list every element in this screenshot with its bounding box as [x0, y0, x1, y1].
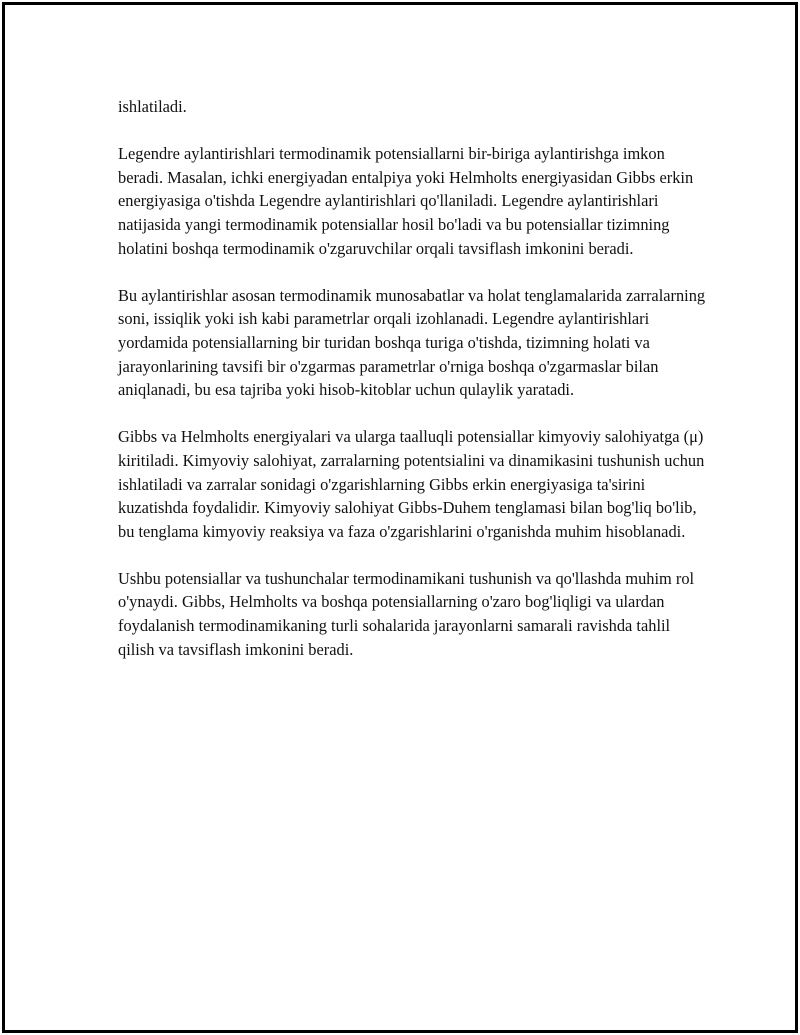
document-page — [2, 2, 798, 1033]
paragraph-3: Bu aylantirishlar asosan termodinamik munosabatlar va holat tenglamalarida zarralarning soni, issiqlik yoki ish kabi parametrlar orqali izohlanadi. Legendre aylantirishlari yordamida potensiallarning bir turidan boshqa turiga o'tishda, tizimning holati va jarayonlarining tavsifi bir o'zgarmas parametrlar o'rniga boshqa o'zgarmaslar bilan aniqlanadi, bu esa tajriba yoki hisob-kitoblar uchun qulaylik yaratadi. — [118, 285, 706, 400]
paragraph-4: Gibbs va Helmholts energiyalari va ularga taalluqli potensiallar kimyoviy salohiyatga (μ) kiritiladi. Kimyoviy salohiyat, zarralarning potentsialini va dinamikasini tushunish uchun ishlatiladi va zarralar sonidagi o'zgarishlarning Gibbs erkin energiyasiga ta'sirini kuzatishda foydalidir. Kimyoviy salohiyat Gibbs-Duhem tenglamasi bilan bog'liq bo'lib, bu tenglama kimyoviy reaksiya va faza o'zgarishlarini o'rganishda muhim hisoblanadi. — [118, 427, 705, 541]
paragraph-5: Ushbu potensiallar va tushunchalar termodinamikani tushunish va qo'llashda muhim rol o'ynaydi. Gibbs, Helmholts va boshqa potensiallarning o'zaro bog'liqligi va ulardan foydalanish termodinamikaning turli sohalarida jarayonlarni samarali ravishda tahlil qilish va tavsiflash imkonini beradi. — [118, 568, 695, 659]
document-body — [118, 95, 708, 685]
paragraph-1: ishlatiladi. — [118, 97, 187, 116]
paragraph-2: Legendre aylantirishlari termodinamik potensiallarni bir-biriga aylantirishga imkon beradi. Masalan, ichki energiyadan entalpiya yoki Helmholts energiyasidan Gibbs erkin energiyasiga o'tishda Legendre aylantirishlari qo'llaniladi. Legendre aylantirishlari natijasida yangi termodinamik potensiallar hosil bo'ladi va bu potensiallar tizimning holatini boshqa termodinamik o'zgaruvchilar orqali tavsiflash imkonini beradi. — [118, 144, 694, 258]
